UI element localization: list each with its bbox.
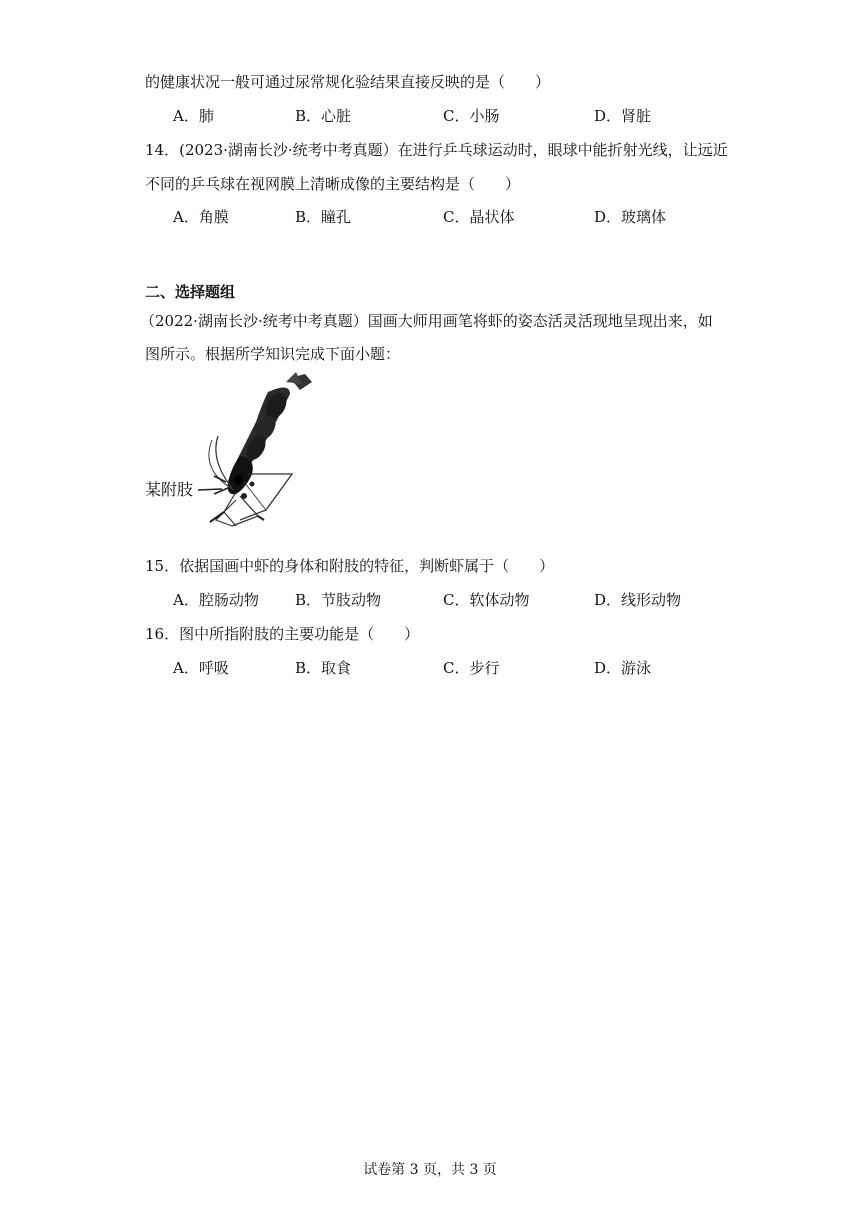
q13-option-c: C．小肠 [443,107,500,125]
q14-option-a: A．角膜 [173,208,229,226]
q13-option-d: D．肾脏 [594,107,652,125]
q15-option-c: C．软体动物 [443,591,530,609]
q14-option-c: C．晶状体 [443,208,515,226]
q13-stem-tail: 的健康状况一般可通过尿常规化验结果直接反映的是（ ） [145,73,551,91]
q14-stem-line2: 不同的乒乓球在视网膜上清晰成像的主要结构是（ ） [145,175,521,193]
q14-option-d: D．玻璃体 [594,208,667,226]
q14-option-b: B．瞳孔 [295,208,352,226]
q15-option-d: D．线形动物 [594,591,682,609]
q15-option-b: B．节肢动物 [295,591,382,609]
q16-option-a: A．呼吸 [173,659,229,677]
q16-option-d: D．游泳 [594,659,652,677]
q15-option-a: A．腔肠动物 [173,591,259,609]
q16-option-c: C．步行 [443,659,500,677]
figure-label: 某附肢 [145,480,194,499]
section-intro-line1: （2022·湖南长沙·统考中考真题）国画大师用画笔将虾的姿态活灵活现地呈现出来，如 [140,312,713,330]
page-footer: 试卷第 3 页，共 3 页 [363,1162,497,1178]
section-heading: 二、选择题组 [145,283,236,301]
section-intro-line2: 图所示。根据所学知识完成下面小题： [145,345,401,363]
shrimp-illustration [140,370,340,540]
q16-option-b: B．取食 [295,659,352,677]
q13-option-a: A．肺 [173,107,214,125]
q14-stem-line1: 14．(2023·湖南长沙·统考中考真题）在进行乒乓球运动时，眼球中能折射光线，让远近 [145,141,728,159]
q15-stem: 15．依据国画中虾的身体和附肢的特征，判断虾属于（ ） [145,557,555,575]
q13-option-b: B．心脏 [295,107,352,125]
q16-stem: 16．图中所指附肢的主要功能是（ ） [145,625,420,643]
